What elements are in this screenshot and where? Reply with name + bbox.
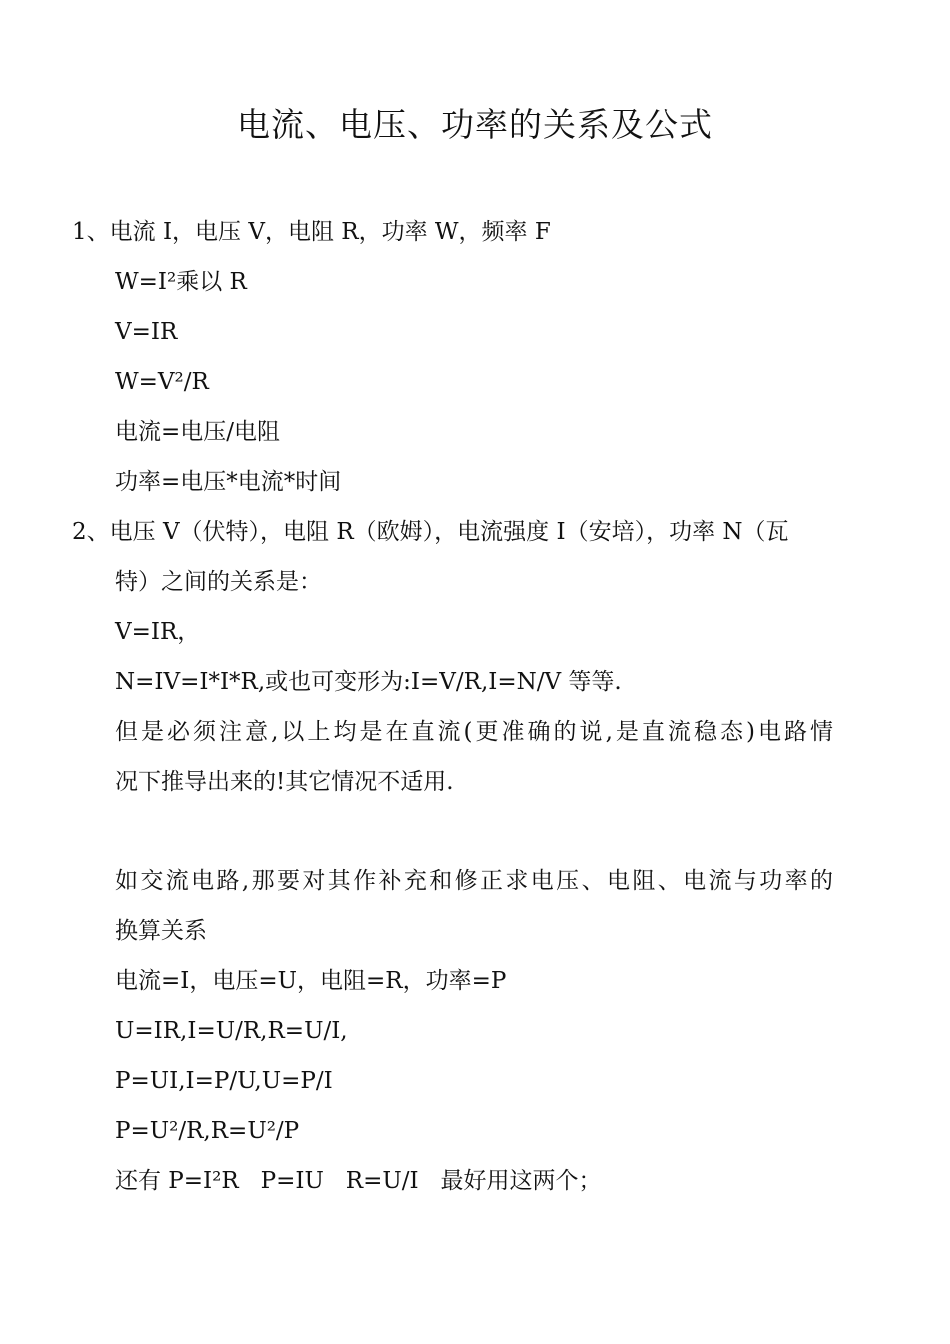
ac-intro-line-2: 换算关系	[115, 918, 207, 944]
formula-line: 电流=电压/电阻	[115, 419, 281, 445]
section-1-heading: 1、电流 I，电压 V，电阻 R，功率 W，频率 F	[72, 219, 551, 245]
formula-line: P=U²/R,R=U²/P	[115, 1118, 300, 1144]
ac-intro-line-1: 如交流电路,那要对其作补充和修正求电压、电阻、电流与功率的	[115, 868, 833, 894]
section-2-heading-line-2: 特）之间的关系是：	[115, 569, 322, 595]
note-line-1: 但是必须注意,以上均是在直流(更准确的说,是直流稳态)电路情	[115, 719, 833, 745]
formula-line: W=I²乘以 R	[115, 269, 247, 295]
formula-line: 功率=电压*电流*时间	[115, 469, 342, 495]
summary-line: 还有 P=I²R P=IU R=U/I 最好用这两个；	[115, 1168, 602, 1194]
formula-line: U=IR,I=U/R,R=U/I,	[115, 1018, 348, 1044]
variable-definitions: 电流=I，电压=U，电阻=R，功率=P	[115, 968, 507, 994]
formula-line: V=IR，	[115, 619, 201, 645]
document-title: 电流、电压、功率的关系及公式	[237, 105, 713, 144]
formula-line: W=V²/R	[115, 369, 209, 395]
section-2-heading-line-1: 2、电压 V（伏特），电阻 R（欧姆），电流强度 I（安培），功率 N（瓦	[72, 519, 789, 545]
formula-line: N=IV=I*I*R,或也可变形为:I=V/R,I=N/V 等等.	[115, 669, 622, 695]
note-line-2: 况下推导出来的!其它情况不适用.	[115, 769, 454, 795]
formula-line: P=UI,I=P/U,U=P/I	[115, 1068, 333, 1094]
formula-line: V=IR	[115, 319, 178, 345]
